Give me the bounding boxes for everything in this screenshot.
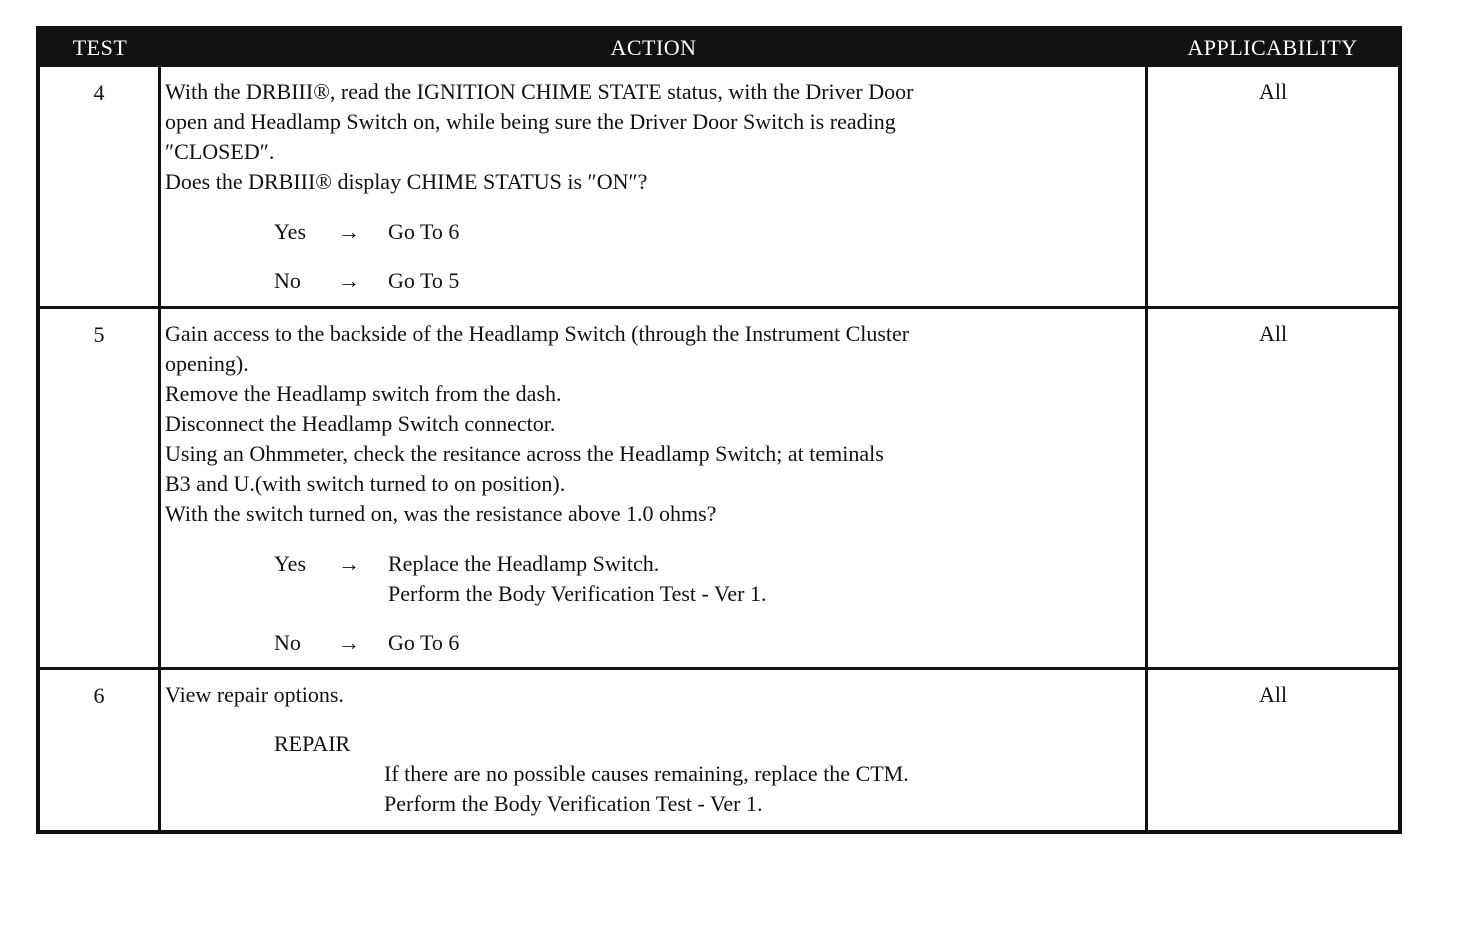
arrow-icon: → (338, 268, 360, 293)
row-divider (40, 667, 1398, 670)
action-text: open and Headlamp Switch on, while being sure the Driver Door Switch is reading (165, 109, 896, 134)
arrow-icon: → (338, 630, 360, 655)
table-header (40, 30, 1398, 67)
no-result: Go To 5 (388, 268, 460, 293)
action-text: Disconnect the Headlamp Switch connector. (165, 411, 556, 436)
row-divider (40, 306, 1398, 309)
header-applicability: APPLICABILITY (1187, 35, 1358, 60)
yes-label: Yes (274, 219, 307, 244)
action-text: With the switch turned on, was the resistance above 1.0 ohms? (165, 501, 717, 526)
test-number: 4 (93, 80, 105, 105)
repair-text: If there are no possible causes remaining, replace the CTM. (384, 761, 909, 786)
column-divider (1145, 67, 1148, 830)
yes-result: Go To 6 (388, 219, 460, 244)
action-text: ″CLOSED″. (165, 139, 275, 164)
repair-text: Perform the Body Verification Test - Ver 1. (384, 791, 763, 816)
action-text: Gain access to the backside of the Headlamp Switch (through the Instrument Cluster (165, 321, 910, 346)
no-label: No (274, 268, 301, 293)
test-number: 6 (93, 683, 105, 708)
no-label: No (274, 630, 301, 655)
applicability-value: All (1258, 321, 1288, 346)
applicability-value: All (1258, 79, 1288, 104)
arrow-icon: → (338, 551, 360, 576)
column-divider (158, 67, 161, 830)
applicability-value: All (1258, 682, 1288, 707)
header-action: ACTION (610, 35, 697, 60)
arrow-icon: → (338, 219, 360, 244)
no-result: Go To 6 (388, 630, 460, 655)
yes-result: Perform the Body Verification Test - Ver 1. (388, 581, 767, 606)
action-text: opening). (165, 351, 249, 376)
repair-label: REPAIR (274, 731, 351, 756)
yes-label: Yes (274, 551, 307, 576)
action-text: Does the DRBIII® display CHIME STATUS is ″ON″? (165, 169, 648, 194)
action-text: View repair options. (165, 682, 344, 707)
action-text: Remove the Headlamp switch from the dash. (165, 381, 562, 406)
action-text: With the DRBIII®, read the IGNITION CHIME STATE status, with the Driver Door (165, 79, 914, 104)
header-test: TEST (72, 35, 128, 60)
yes-result: Replace the Headlamp Switch. (388, 551, 660, 576)
diagnostic-test-table (36, 26, 1402, 834)
action-text: B3 and U.(with switch turned to on position). (165, 471, 566, 496)
test-number: 5 (93, 322, 105, 347)
action-text: Using an Ohmmeter, check the resitance across the Headlamp Switch; at teminals (165, 441, 884, 466)
